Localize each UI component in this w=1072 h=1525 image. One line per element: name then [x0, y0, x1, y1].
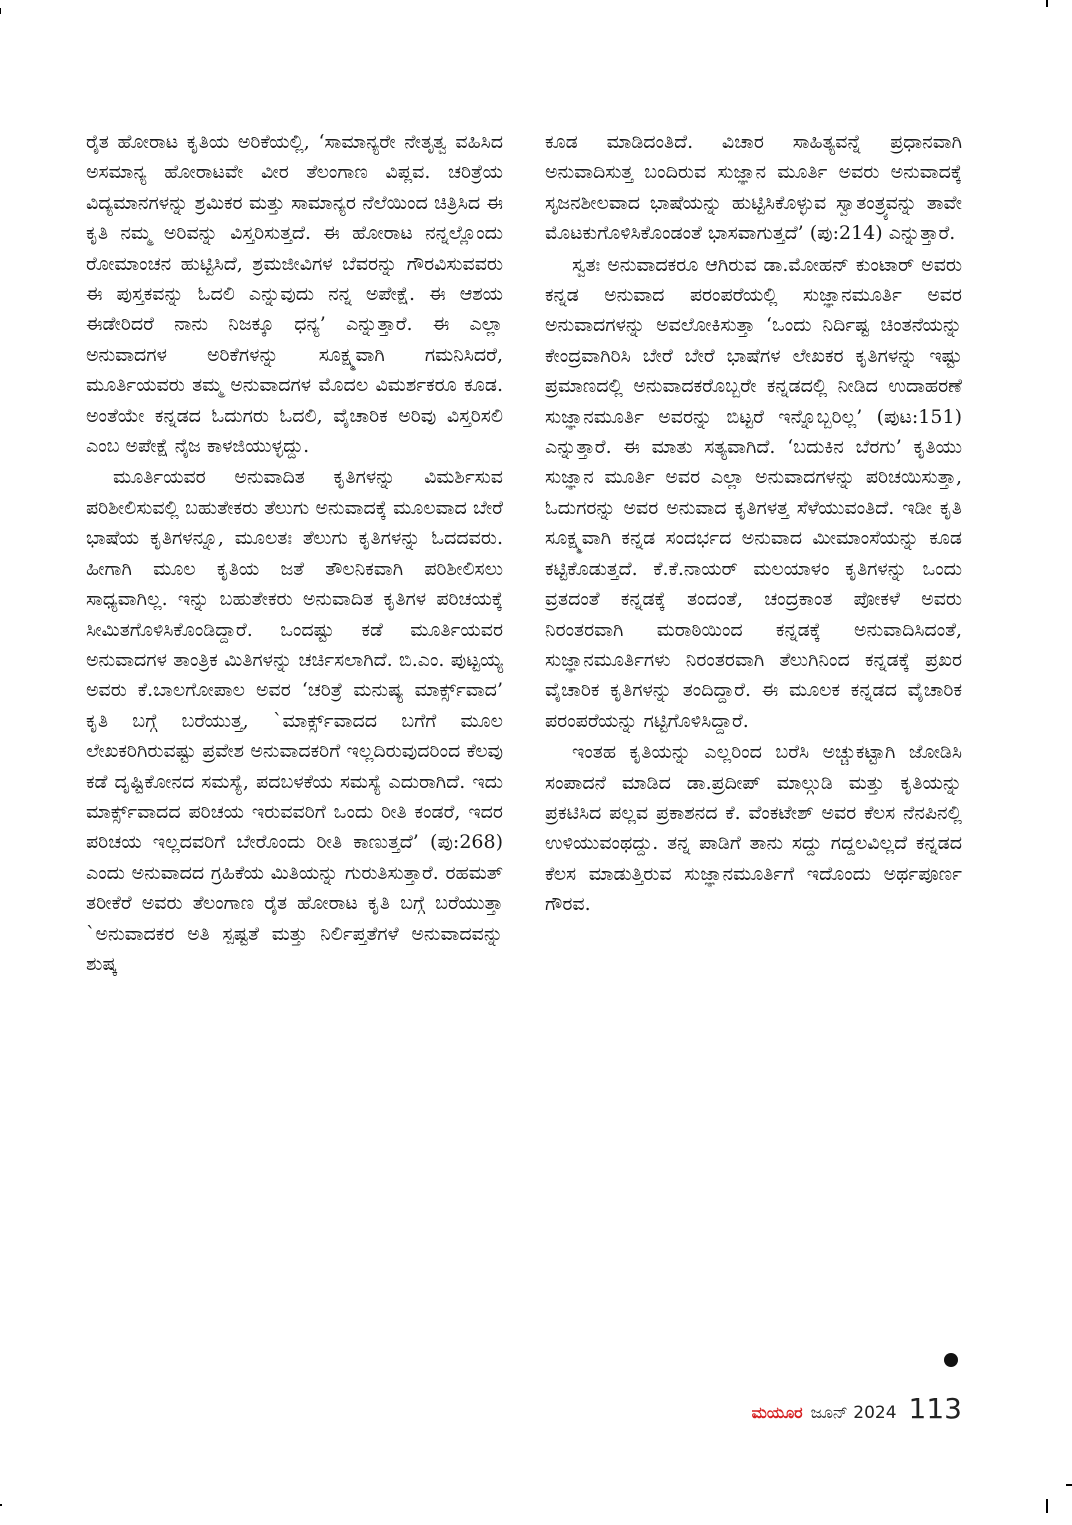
- magazine-logo: ಮಯೂರ: [751, 1403, 803, 1422]
- left-text-column: [86, 127, 503, 980]
- crop-mark-bottom-left: [0, 1504, 2, 1506]
- crop-mark-top-right: [1046, 0, 1048, 7]
- crop-mark-top-left: [0, 8, 1, 14]
- right-paragraph-3: ಇಂತಹ ಕೃತಿಯನ್ನು ಎಲ್ಲರಿಂದ ಬರೆಸಿ ಅಚ್ಚುಕಟ್ಟಾಗಿ ಜೋಡಿಸಿ ಸಂಪಾದನೆ ಮಾಡಿದ ಡಾ.ಪ್ರದೀಪ್ ಮಾಲ್ಗುಡಿ ಮತ್ತು ಕೃತಿಯನ್ನು ಪ್ರಕಟಿಸಿದ ಪಲ್ಲವ ಪ್ರಕಾಶನದ ಕೆ. ವೆಂಕಟೇಶ್ ಅವರ ಕೆಲಸ ನೆನಪಿನಲ್ಲಿ ಉಳಿಯುವಂಥದ್ದು. ತನ್ನ ಪಾಡಿಗೆ ತಾನು ಸದ್ದು ಗದ್ದಲವಿಲ್ಲದೆ ಕನ್ನಡದ ಕೆಲಸ ಮಾಡುತ್ತಿರುವ ಸುಜ್ಞಾನಮೂರ್ತಿಗೆ ಇದೊಂದು ಅರ್ಥಪೂರ್ಣ ಗೌರವ.: [545, 741, 962, 916]
- article-end-bullet-icon: [944, 1353, 958, 1367]
- right-text-column: [545, 127, 962, 921]
- right-paragraph-2: ಸ್ವತಃ ಅನುವಾದಕರೂ ಆಗಿರುವ ಡಾ.ಮೋಹನ್ ಕುಂಟಾರ್ ಅವರು ಕನ್ನಡ ಅನುವಾದ ಪರಂಪರೆಯಲ್ಲಿ ಸುಜ್ಞಾನಮೂರ್ತಿ ಅವರ ಅನುವಾದಗಳನ್ನು ಅವಲೋಕಿಸುತ್ತಾ ‘ಒಂದು ನಿರ್ದಿಷ್ಟ ಚಿಂತನೆಯನ್ನು ಕೇಂದ್ರವಾಗಿರಿಸಿ ಬೇರೆ ಬೇರೆ ಭಾಷೆಗಳ ಲೇಖಕರ ಕೃತಿಗಳನ್ನು ಇಷ್ಟು ಪ್ರಮಾಣದಲ್ಲಿ ಅನುವಾದಕರೊಬ್ಬರೇ ಕನ್ನಡದಲ್ಲಿ ನೀಡಿದ ಉದಾಹರಣೆ ಸುಜ್ಞಾನಮೂರ್ತಿ ಅವರನ್ನು ಬಿಟ್ಟರೆ ಇನ್ನೊಬ್ಬರಿಲ್ಲ’ (ಪುಟ:151) ಎನ್ನುತ್ತಾರೆ. ಈ ಮಾತು ಸತ್ಯವಾಗಿದೆ. ‘ಬದುಕಿನ ಬೆರಗು’ ಕೃತಿಯು ಸುಜ್ಞಾನ ಮೂರ್ತಿ ಅವರ ಎಲ್ಲಾ ಅನುವಾದಗಳನ್ನು ಪರಿಚಯಿಸುತ್ತಾ, ಓದುಗರನ್ನು ಅವರ ಅನುವಾದ ಕೃತಿಗಳತ್ತ ಸೆಳೆಯುವಂತಿದೆ. ಇಡೀ ಕೃತಿ ಸೂಕ್ಷ್ಮವಾಗಿ ಕನ್ನಡ ಸಂದರ್ಭದ ಅನುವಾದ ಮೀಮಾಂಸೆಯನ್ನು ಕೂಡ ಕಟ್ಟಿಕೊಡುತ್ತದೆ. ಕೆ.ಕೆ.ನಾಯರ್ ಮಲಯಾಳಂ ಕೃತಿಗಳನ್ನು ಒಂದು ವ್ರತದಂತೆ ಕನ್ನಡಕ್ಕೆ ತಂದಂತೆ, ಚಂದ್ರಕಾಂತ ಪೋಕಳೆ ಅವರು ನಿರಂತರವಾಗಿ ಮರಾಠಿಯಿಂದ ಕನ್ನಡಕ್ಕೆ ಅನುವಾದಿಸಿದಂತೆ, ಸುಜ್ಞಾನಮೂರ್ತಿಗಳು ನಿರಂತರವಾಗಿ ತೆಲುಗಿನಿಂದ ಕನ್ನಡಕ್ಕೆ ಪ್ರಖರ ವೈಚಾರಿಕ ಕೃತಿಗಳನ್ನು ತಂದಿದ್ದಾರೆ. ಈ ಮೂಲಕ ಕನ್ನಡದ ವೈಚಾರಿಕ ಪರಂಪರೆಯನ್ನು ಗಟ್ಟಿಗೊಳಿಸಿದ್ದಾರೆ.: [545, 253, 962, 732]
- crop-mark-bottom-right: [1046, 1499, 1048, 1513]
- page-footer: [752, 1392, 962, 1425]
- left-paragraph-1: ರೈತ ಹೋರಾಟ ಕೃತಿಯ ಅರಿಕೆಯಲ್ಲಿ, ‘ಸಾಮಾನ್ಯರೇ ನೇತೃತ್ವ ವಹಿಸಿದ ಅಸಮಾನ್ಯ ಹೋರಾಟವೇ ವೀರ ತೆಲಂಗಾಣ ವಿಪ್ಲವ. ಚರಿತ್ರೆಯ ವಿದ್ಯಮಾನಗಳನ್ನು ಶ್ರಮಿಕರ ಮತ್ತು ಸಾಮಾನ್ಯರ ನೆಲೆಯಿಂದ ಚಿತ್ರಿಸಿದ ಈ ಕೃತಿ ನಮ್ಮ ಅರಿವನ್ನು ವಿಸ್ತರಿಸುತ್ತದೆ. ಈ ಹೋರಾಟ ನನ್ನಲ್ಲೊಂದು ರೋಮಾಂಚನ ಹುಟ್ಟಿಸಿದೆ, ಶ್ರಮಜೀವಿಗಳ ಬೆವರನ್ನು ಗೌರವಿಸುವವರು ಈ ಪುಸ್ತಕವನ್ನು ಓದಲಿ ಎನ್ನುವುದು ನನ್ನ ಅಪೇಕ್ಷೆ. ಈ ಆಶಯ ಈಡೇರಿದರೆ ನಾನು ನಿಜಕ್ಕೂ ಧನ್ಯ’ ಎನ್ನುತ್ತಾರೆ. ಈ ಎಲ್ಲಾ ಅನುವಾದಗಳ ಅರಿಕೆಗಳನ್ನು ಸೂಕ್ಷ್ಮವಾಗಿ ಗಮನಿಸಿದರೆ, ಮೂರ್ತಿಯವರು ತಮ್ಮ ಅನುವಾದಗಳ ಮೊದಲ ವಿಮರ್ಶಕರೂ ಕೂಡ. ಅಂತೆಯೇ ಕನ್ನಡದ ಓದುಗರು ಓದಲಿ, ವೈಚಾರಿಕ ಅರಿವು ವಿಸ್ತರಿಸಲಿ ಎಂಬ ಅಪೇಕ್ಷೆ ನೈಜ ಕಾಳಜಿಯುಳ್ಳದ್ದು.: [86, 131, 503, 458]
- crop-mark-bottom-right-horizontal: [1066, 1484, 1072, 1486]
- right-paragraph-1: ಕೂಡ ಮಾಡಿದಂತಿದೆ. ವಿಚಾರ ಸಾಹಿತ್ಯವನ್ನೆ ಪ್ರಧಾನವಾಗಿ ಅನುವಾದಿಸುತ್ತ ಬಂದಿರುವ ಸುಜ್ಞಾನ ಮೂರ್ತಿ ಅವರು ಅನುವಾದಕ್ಕೆ ಸೃಜನಶೀಲವಾದ ಭಾಷೆಯನ್ನು ಹುಟ್ಟಿಸಿಕೊಳ್ಳುವ ಸ್ವಾತಂತ್ರ್ಯವನ್ನು ತಾವೇ ಮೊಟಕುಗೊಳಿಸಿಕೊಂಡಂತೆ ಭಾಸವಾಗುತ್ತದೆ’ (ಪು:214) ಎನ್ನುತ್ತಾರೆ.: [545, 131, 962, 245]
- page-number: 113: [908, 1392, 962, 1425]
- left-paragraph-2: ಮೂರ್ತಿಯವರ ಅನುವಾದಿತ ಕೃತಿಗಳನ್ನು ವಿಮರ್ಶಿಸುವ ಪರಿಶೀಲಿಸುವಲ್ಲಿ ಬಹುತೇಕರು ತೆಲುಗು ಅನುವಾದಕ್ಕೆ ಮೂಲವಾದ ಬೇರೆ ಭಾಷೆಯ ಕೃತಿಗಳನ್ನೂ, ಮೂಲತಃ ತೆಲುಗು ಕೃತಿಗಳನ್ನು ಓದದವರು. ಹೀಗಾಗಿ ಮೂಲ ಕೃತಿಯ ಜತೆ ತೌಲನಿಕವಾಗಿ ಪರಿಶೀಲಿಸಲು ಸಾಧ್ಯವಾಗಿಲ್ಲ. ಇನ್ನು ಬಹುತೇಕರು ಅನುವಾದಿತ ಕೃತಿಗಳ ಪರಿಚಯಕ್ಕೆ ಸೀಮಿತಗೊಳಿಸಿಕೊಂಡಿದ್ದಾರೆ. ಒಂದಷ್ಟು ಕಡೆ ಮೂರ್ತಿಯವರ ಅನುವಾದಗಳ ತಾಂತ್ರಿಕ ಮಿತಿಗಳನ್ನು ಚರ್ಚಿಸಲಾಗಿದೆ. ಬಿ.ಎಂ. ಪುಟ್ಟಯ್ಯ ಅವರು ಕೆ.ಬಾಲಗೋಪಾಲ ಅವರ ‘ಚರಿತ್ರೆ ಮನುಷ್ಯ ಮಾರ್ಕ್ಸ್‌ವಾದ’ ಕೃತಿ ಬಗ್ಗೆ ಬರೆಯುತ್ತ, `ಮಾರ್ಕ್ಸ್‌ವಾದದ ಬಗೆಗೆ ಮೂಲ ಲೇಖಕರಿಗಿರುವಷ್ಟು ಪ್ರವೇಶ ಅನುವಾದಕರಿಗೆ ಇಲ್ಲದಿರುವುದರಿಂದ ಕೆಲವು ಕಡೆ ದೃಷ್ಟಿಕೋನದ ಸಮಸ್ಯೆ, ಪದಬಳಕೆಯ ಸಮಸ್ಯೆ ಎದುರಾಗಿದೆ. ಇದು ಮಾರ್ಕ್ಸ್‌ವಾದದ ಪರಿಚಯ ಇರುವವರಿಗೆ ಒಂದು ರೀತಿ ಕಂಡರೆ, ಇದರ ಪರಿಚಯ ಇಲ್ಲದವರಿಗೆ ಬೇರೊಂದು ರೀತಿ ಕಾಣುತ್ತದೆ’ (ಪು:268) ಎಂದು ಅನುವಾದದ ಗ್ರಹಿಕೆಯ ಮಿತಿಯನ್ನು ಗುರುತಿಸುತ್ತಾರೆ. ರಹಮತ್ ತರೀಕೆರೆ ಅವರು ತೆಲಂಗಾಣ ರೈತ ಹೋರಾಟ ಕೃತಿ ಬಗ್ಗೆ ಬರೆಯುತ್ತಾ `ಅನುವಾದಕರ ಅತಿ ಸ್ಪಷ್ಟತೆ ಮತ್ತು ನಿರ್ಲಿಪ್ತತೆಗಳೆ ಅನುವಾದವನ್ನು ಶುಷ್ಕ: [86, 466, 503, 975]
- issue-date: ಜೂನ್ 2024: [810, 1403, 897, 1423]
